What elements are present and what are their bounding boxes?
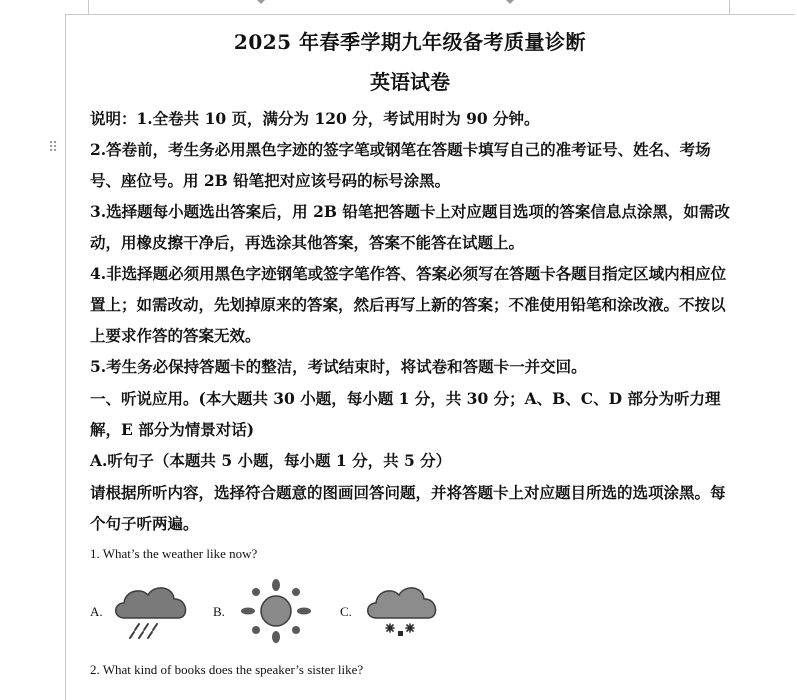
question-1-text: 1. What’s the weather like now? bbox=[90, 546, 258, 561]
margin-corner-mark bbox=[88, 0, 89, 14]
snow-cloud-icon bbox=[360, 578, 444, 642]
instruction-3: 3.选择题每小题选出答案后，用 2B 铅笔把答题卡上对应题目选项的答案信息点涂黑，如需改动，用橡皮擦干净后，再选涂其他答案，答案不能答在试题上。 bbox=[90, 202, 730, 252]
page-left-border bbox=[65, 14, 66, 700]
sun-icon bbox=[236, 576, 316, 646]
instruction-5: 5.考生务必保持答题卡的整洁，考试结束时，将试卷和答题卡一并交回。 bbox=[90, 357, 587, 376]
ruler-indent-marker[interactable] bbox=[506, 0, 514, 4]
part-a-directions: 请根据所听内容，选择符合题意的图画回答问题，并将答题卡上对应题目所选的选项涂黑。每个句子听两遍。 bbox=[90, 483, 726, 533]
ruler-indent-marker[interactable] bbox=[257, 0, 265, 4]
question-2-text: 2. What kind of books does the speaker’s sister like? bbox=[90, 662, 364, 677]
paragraph-drag-handle-icon[interactable]: ⠿ bbox=[48, 140, 58, 156]
rain-cloud-icon bbox=[110, 580, 194, 642]
part-a-heading: A.听句子（本题共 5 小题，每小题 1 分，共 5 分） bbox=[90, 451, 452, 470]
option-b-label: B. bbox=[213, 604, 225, 619]
section-heading: 一、听说应用。(本大题共 30 小题，每小题 1 分，共 30 分；A、B、C、D 部分为听力理解，E 部分为情景对话) bbox=[90, 389, 721, 439]
exam-title: 2025 年春季学期九年级备考质量诊断 bbox=[233, 30, 587, 54]
instruction-2: 2.答卷前，考生务必用黑色字迹的签字笔或钢笔在答题卡填写自己的准考证号、姓名、考场号、座位号。用 2B 铅笔把对应该号码的标号涂黑。 bbox=[90, 140, 711, 190]
option-c-label: C. bbox=[340, 604, 352, 619]
instruction-4: 4.非选择题必须用黑色字迹钢笔或签字笔作答、答案必须写在答题卡各题目指定区域内相应位置上；如需改动，先划掉原来的答案，然后再写上新的答案；不准使用铅笔和涂改液。不按以上要求作答的答案无效。 bbox=[90, 264, 727, 345]
page-top-border bbox=[65, 14, 795, 15]
instruction-1: 说明：1.全卷共 10 页，满分为 120 分，考试用时为 90 分钟。 bbox=[90, 109, 540, 128]
margin-corner-mark bbox=[729, 0, 730, 14]
option-a-label: A. bbox=[90, 604, 103, 619]
exam-subtitle: 英语试卷 bbox=[370, 70, 450, 94]
